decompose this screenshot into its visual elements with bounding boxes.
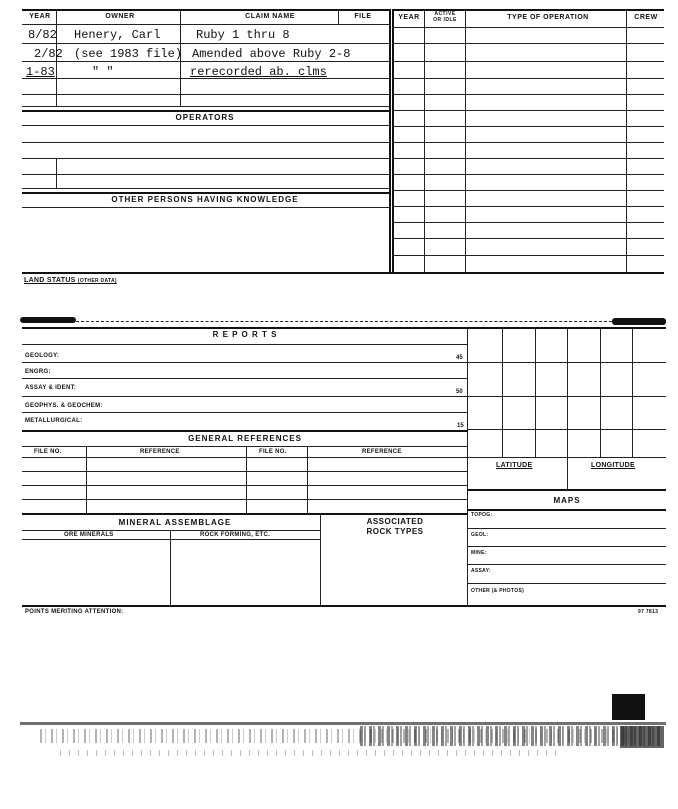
claim-row-2-year: 2/82 (34, 47, 63, 61)
longitude-label: LONGITUDE (591, 462, 635, 469)
land-status-label (24, 277, 117, 284)
land-status-sub: (OTHER DATA) (77, 278, 117, 284)
mineral-assemblage-heading: MINERAL ASSEMBLAGE (118, 518, 232, 527)
report-assay: ASSAY & IDENT: (25, 385, 77, 391)
maps-mine: MINE: (471, 550, 487, 556)
associated-rock-line1: ASSOCIATED (366, 517, 424, 526)
operators-heading: OPERATORS (175, 113, 235, 122)
op-header-type: TYPE OF OPERATION (507, 14, 589, 21)
claim-row-2-owner: (see 1983 file) (74, 47, 183, 61)
col-header-file: FILE (354, 13, 372, 20)
maps-other: OTHER (& PHOTOS) (471, 588, 525, 594)
maps-assay: ASSAY: (471, 568, 491, 574)
op-header-crew: CREW (634, 14, 658, 21)
ref-header-file-no-1: FILE NO. (34, 449, 62, 455)
points-meriting-attention: POINTS MERITING ATTENTION: (25, 609, 124, 615)
op-header-active: ACTIVE (434, 11, 456, 17)
claim-row-1-owner: Henery, Carl (74, 28, 161, 42)
associated-rock-line2: ROCK TYPES (366, 527, 424, 536)
report-engrg: ENGRG: (25, 369, 51, 375)
scan-smudge-left (20, 317, 76, 323)
report-metallurgical: METALLURGICAL: (25, 418, 83, 424)
scan-block (612, 694, 645, 720)
op-header-idle: OR IDLE (433, 17, 457, 23)
maps-topog: TOPOG: (471, 512, 493, 518)
report-geology: GEOLOGY: (25, 353, 60, 359)
latitude-label: LATITUDE (496, 462, 533, 469)
report-num-50: 50 (456, 389, 463, 395)
claim-row-3-claim: rerecorded ab. clms (190, 65, 327, 79)
col-header-claim-name: CLAIM NAME (245, 13, 295, 20)
reports-heading: R E P O R T S (212, 330, 278, 339)
op-header-year: YEAR (398, 14, 420, 21)
general-references-heading: GENERAL REFERENCES (188, 434, 302, 443)
ref-header-reference-1: REFERENCE (140, 449, 180, 455)
ref-header-reference-2: REFERENCE (362, 449, 402, 455)
form-number: 97 7813 (638, 609, 659, 615)
report-num-15: 15 (457, 423, 464, 429)
claim-row-3-year: 1-83 (26, 65, 55, 79)
ref-header-file-no-2: FILE NO. (259, 449, 287, 455)
maps-geol: GEOL: (471, 532, 489, 538)
claim-row-1-claim: Ruby 1 thru 8 (196, 28, 290, 42)
report-num-45: 45 (456, 355, 463, 361)
claim-row-1-year: 8/82 (28, 28, 57, 42)
claim-row-2-claim: Amended above Ruby 2-8 (192, 47, 351, 61)
scan-smudge-right (612, 318, 666, 325)
other-persons-heading: OTHER PERSONS HAVING KNOWLEDGE (111, 195, 299, 204)
col-header-year: YEAR (29, 13, 51, 20)
rock-forming-label: ROCK FORMING, ETC. (200, 532, 271, 538)
ore-minerals-label: ORE MINERALS (64, 532, 114, 538)
maps-heading: MAPS (553, 496, 581, 505)
claim-row-3-owner: " " (92, 65, 114, 79)
col-header-owner: OWNER (105, 13, 135, 20)
land-status-title: LAND STATUS (24, 277, 76, 284)
report-geophys: GEOPHYS. & GEOCHEM: (25, 403, 103, 409)
